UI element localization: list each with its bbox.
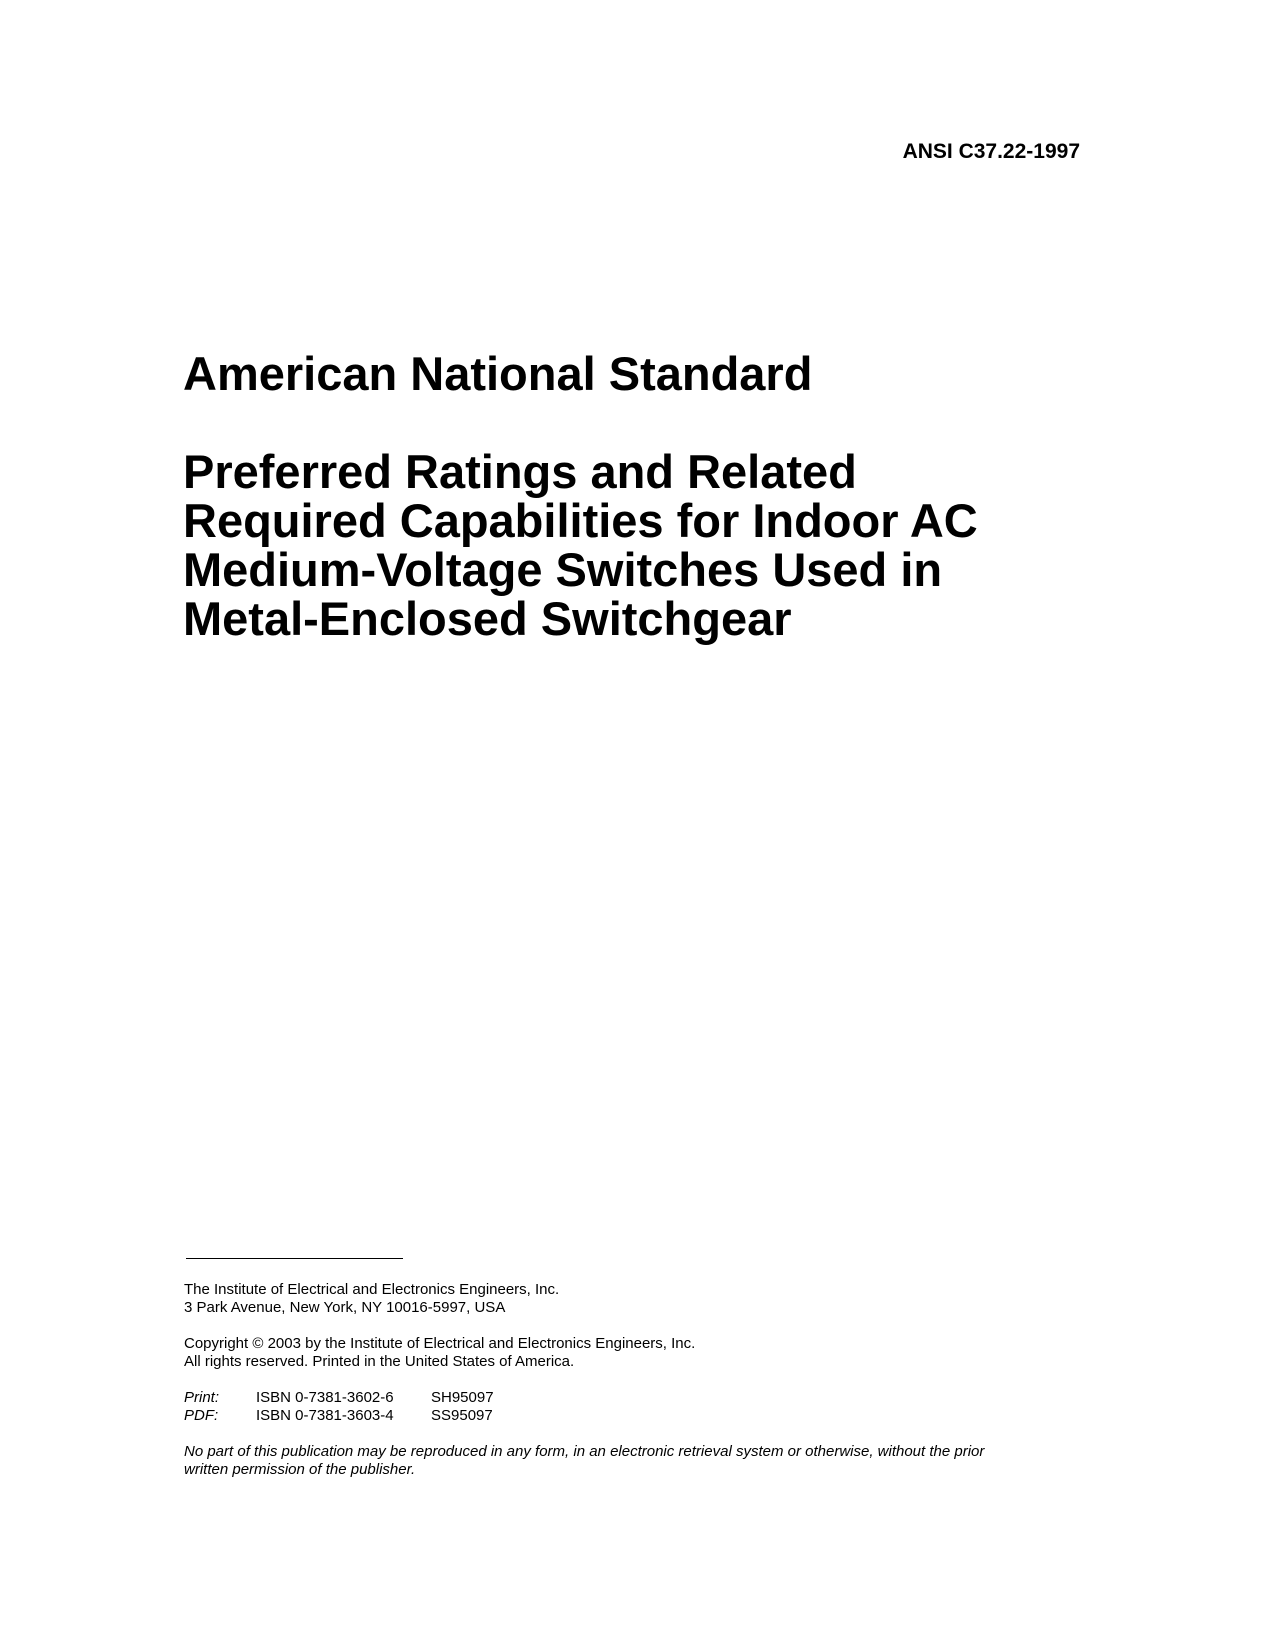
title-line: Medium-Voltage Switches Used in — [183, 543, 943, 596]
standard-id: ANSI C37.22-1997 — [902, 140, 1080, 163]
isbn-number: ISBN 0-7381-3602-6 — [256, 1389, 394, 1406]
isbn-number: ISBN 0-7381-3603-4 — [256, 1407, 394, 1424]
title-line: Metal-Enclosed Switchgear — [183, 592, 792, 645]
product-code: SH95097 — [431, 1389, 494, 1406]
title-line: Required Capabilities for Indoor AC — [183, 494, 978, 547]
notice-line: written permission of the publisher. — [184, 1461, 416, 1478]
isbn-row-pdf — [184, 1407, 1084, 1425]
rights-line: All rights reserved. Printed in the United States of America. — [184, 1353, 575, 1370]
reproduction-notice — [184, 1443, 1084, 1479]
copyright-line: Copyright © 2003 by the Institute of Electrical and Electronics Engineers, Inc. — [184, 1335, 696, 1352]
publisher-name: The Institute of Electrical and Electronics Engineers, Inc. — [184, 1281, 560, 1298]
document-heading: American National Standard — [183, 347, 813, 400]
product-code: SS95097 — [431, 1407, 493, 1424]
notice-line: No part of this publication may be reproduced in any form, in an electronic retrieval system or otherwise, without the prior — [184, 1443, 985, 1460]
publication-info — [184, 1281, 1084, 1479]
title-line: Preferred Ratings and Related — [183, 445, 857, 498]
publisher-block — [184, 1281, 1084, 1317]
copyright-block — [184, 1335, 1084, 1371]
footer-divider — [186, 1258, 403, 1259]
publisher-address: 3 Park Avenue, New York, NY 10016-5997, USA — [184, 1299, 506, 1316]
isbn-format-label: PDF: — [184, 1407, 219, 1424]
document-title — [183, 447, 978, 643]
isbn-row-print — [184, 1389, 1084, 1407]
isbn-block — [184, 1389, 1084, 1425]
isbn-format-label: Print: — [184, 1389, 220, 1406]
